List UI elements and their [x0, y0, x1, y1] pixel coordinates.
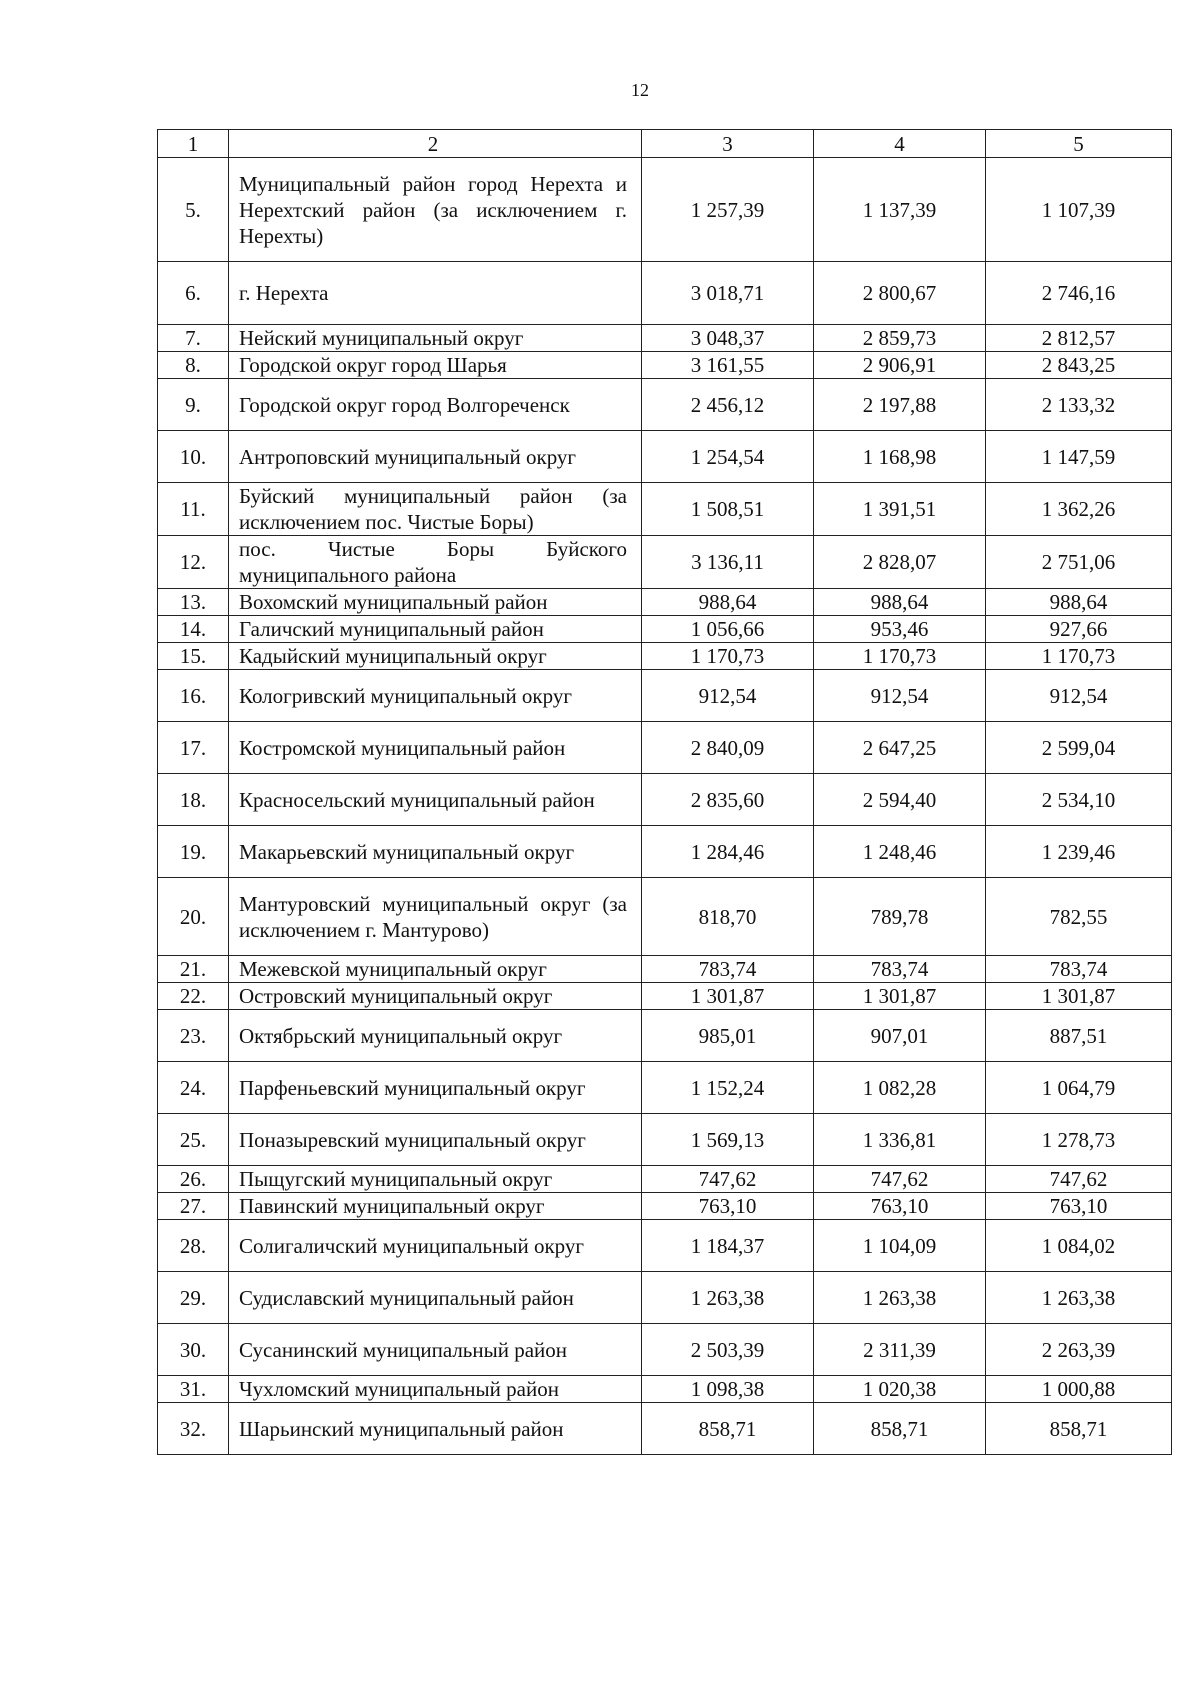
- header-cell-4: 4: [814, 130, 986, 158]
- row-number: 5.: [158, 158, 229, 262]
- row-value-col4: 907,01: [814, 1010, 986, 1062]
- row-value-col5: 887,51: [986, 1010, 1172, 1062]
- row-value-col4: 2 647,25: [814, 722, 986, 774]
- row-name: Буйский муниципальный район (за исключением пос. Чистые Боры): [229, 483, 642, 536]
- row-value-col4: 1 263,38: [814, 1272, 986, 1324]
- row-name: Кадыйский муниципальный округ: [229, 643, 642, 670]
- table-row: [158, 1062, 1172, 1114]
- row-name: Галичский муниципальный район: [229, 616, 642, 643]
- row-value-col4: 2 906,91: [814, 352, 986, 379]
- row-value-col4: 747,62: [814, 1166, 986, 1193]
- row-value-col5: 2 133,32: [986, 379, 1172, 431]
- row-number: 21.: [158, 956, 229, 983]
- row-value-col3: 783,74: [642, 956, 814, 983]
- row-value-col5: 782,55: [986, 878, 1172, 956]
- row-value-col5: 1 278,73: [986, 1114, 1172, 1166]
- row-number: 17.: [158, 722, 229, 774]
- row-value-col5: 2 746,16: [986, 262, 1172, 325]
- row-name: Антроповский муниципальный округ: [229, 431, 642, 483]
- table-row: [158, 1376, 1172, 1403]
- row-number: 31.: [158, 1376, 229, 1403]
- row-value-col4: 1 082,28: [814, 1062, 986, 1114]
- row-value-col3: 1 184,37: [642, 1220, 814, 1272]
- row-value-col4: 1 391,51: [814, 483, 986, 536]
- row-value-col3: 1 254,54: [642, 431, 814, 483]
- table-row: [158, 589, 1172, 616]
- table-row: [158, 379, 1172, 431]
- row-value-col4: 1 137,39: [814, 158, 986, 262]
- row-value-col3: 2 840,09: [642, 722, 814, 774]
- row-number: 19.: [158, 826, 229, 878]
- row-value-col4: 1 168,98: [814, 431, 986, 483]
- row-value-col4: 1 301,87: [814, 983, 986, 1010]
- row-value-col4: 912,54: [814, 670, 986, 722]
- row-value-col5: 927,66: [986, 616, 1172, 643]
- table-row: [158, 670, 1172, 722]
- row-name: Сусанинский муниципальный район: [229, 1324, 642, 1376]
- row-name: Судиславский муниципальный район: [229, 1272, 642, 1324]
- row-value-col3: 2 835,60: [642, 774, 814, 826]
- row-name: г. Нерехта: [229, 262, 642, 325]
- table-row: [158, 722, 1172, 774]
- row-name: Чухломский муниципальный район: [229, 1376, 642, 1403]
- row-value-col5: 2 843,25: [986, 352, 1172, 379]
- row-value-col4: 2 594,40: [814, 774, 986, 826]
- table-row: [158, 826, 1172, 878]
- row-value-col3: 1 098,38: [642, 1376, 814, 1403]
- table-row: [158, 643, 1172, 670]
- row-name: Костромской муниципальный район: [229, 722, 642, 774]
- row-value-col3: 3 048,37: [642, 325, 814, 352]
- table-row: [158, 878, 1172, 956]
- row-value-col4: 1 020,38: [814, 1376, 986, 1403]
- row-name: Городской округ город Шарья: [229, 352, 642, 379]
- row-value-col5: 763,10: [986, 1193, 1172, 1220]
- row-value-col3: 858,71: [642, 1403, 814, 1455]
- row-value-col3: 3 161,55: [642, 352, 814, 379]
- table-row: [158, 1193, 1172, 1220]
- row-number: 22.: [158, 983, 229, 1010]
- row-number: 32.: [158, 1403, 229, 1455]
- row-value-col4: 763,10: [814, 1193, 986, 1220]
- row-value-col5: 2 534,10: [986, 774, 1172, 826]
- row-name: Островский муниципальный округ: [229, 983, 642, 1010]
- table-row: [158, 431, 1172, 483]
- row-value-col4: 1 170,73: [814, 643, 986, 670]
- table-row: [158, 1272, 1172, 1324]
- row-value-col5: 1 084,02: [986, 1220, 1172, 1272]
- row-value-col3: 912,54: [642, 670, 814, 722]
- row-value-col4: 988,64: [814, 589, 986, 616]
- row-value-col5: 1 000,88: [986, 1376, 1172, 1403]
- row-name: Мантуровский муниципальный округ (за исключением г. Мантурово): [229, 878, 642, 956]
- row-number: 13.: [158, 589, 229, 616]
- row-number: 24.: [158, 1062, 229, 1114]
- row-value-col5: 2 599,04: [986, 722, 1172, 774]
- row-number: 6.: [158, 262, 229, 325]
- row-value-col4: 1 248,46: [814, 826, 986, 878]
- row-number: 28.: [158, 1220, 229, 1272]
- row-number: 11.: [158, 483, 229, 536]
- table-row: [158, 352, 1172, 379]
- table-body: [158, 130, 1172, 1455]
- row-value-col4: 2 197,88: [814, 379, 986, 431]
- row-value-col5: 2 751,06: [986, 536, 1172, 589]
- table-row: [158, 325, 1172, 352]
- row-value-col5: 783,74: [986, 956, 1172, 983]
- row-name: Красносельский муниципальный район: [229, 774, 642, 826]
- row-name: Пыщугский муниципальный округ: [229, 1166, 642, 1193]
- row-value-col3: 747,62: [642, 1166, 814, 1193]
- row-value-col5: 2 812,57: [986, 325, 1172, 352]
- row-value-col3: 763,10: [642, 1193, 814, 1220]
- row-value-col3: 1 257,39: [642, 158, 814, 262]
- table-row: [158, 1403, 1172, 1455]
- table-row: [158, 1220, 1172, 1272]
- row-value-col3: 818,70: [642, 878, 814, 956]
- row-name: Поназыревский муниципальный округ: [229, 1114, 642, 1166]
- row-name: Макарьевский муниципальный округ: [229, 826, 642, 878]
- row-value-col4: 2 311,39: [814, 1324, 986, 1376]
- row-value-col3: 1 301,87: [642, 983, 814, 1010]
- row-name: Межевской муниципальный округ: [229, 956, 642, 983]
- row-name: Вохомский муниципальный район: [229, 589, 642, 616]
- row-value-col3: 2 456,12: [642, 379, 814, 431]
- row-number: 23.: [158, 1010, 229, 1062]
- row-name: Парфеньевский муниципальный округ: [229, 1062, 642, 1114]
- row-number: 9.: [158, 379, 229, 431]
- page-number: 12: [631, 80, 649, 100]
- row-value-col4: 2 828,07: [814, 536, 986, 589]
- row-value-col4: 2 800,67: [814, 262, 986, 325]
- row-value-col3: 1 569,13: [642, 1114, 814, 1166]
- table-row: [158, 1324, 1172, 1376]
- row-value-col3: 1 263,38: [642, 1272, 814, 1324]
- table-row: [158, 483, 1172, 536]
- header-cell-2: 2: [229, 130, 642, 158]
- header-cell-3: 3: [642, 130, 814, 158]
- row-value-col3: 988,64: [642, 589, 814, 616]
- row-value-col5: 1 362,26: [986, 483, 1172, 536]
- row-number: 15.: [158, 643, 229, 670]
- table-row: [158, 1166, 1172, 1193]
- row-value-col5: 1 107,39: [986, 158, 1172, 262]
- row-value-col3: 1 284,46: [642, 826, 814, 878]
- row-value-col3: 1 508,51: [642, 483, 814, 536]
- row-value-col3: 3 136,11: [642, 536, 814, 589]
- row-value-col5: 1 301,87: [986, 983, 1172, 1010]
- row-name: Солигаличский муниципальный округ: [229, 1220, 642, 1272]
- row-value-col3: 3 018,71: [642, 262, 814, 325]
- row-number: 16.: [158, 670, 229, 722]
- row-number: 18.: [158, 774, 229, 826]
- row-value-col5: 1 064,79: [986, 1062, 1172, 1114]
- row-number: 14.: [158, 616, 229, 643]
- table-row: [158, 158, 1172, 262]
- row-value-col5: 1 263,38: [986, 1272, 1172, 1324]
- row-value-col4: 783,74: [814, 956, 986, 983]
- row-number: 26.: [158, 1166, 229, 1193]
- row-value-col3: 1 152,24: [642, 1062, 814, 1114]
- table-row: [158, 983, 1172, 1010]
- row-number: 25.: [158, 1114, 229, 1166]
- row-number: 8.: [158, 352, 229, 379]
- row-value-col5: 1 170,73: [986, 643, 1172, 670]
- row-value-col5: 912,54: [986, 670, 1172, 722]
- row-value-col4: 2 859,73: [814, 325, 986, 352]
- row-value-col5: 858,71: [986, 1403, 1172, 1455]
- row-number: 29.: [158, 1272, 229, 1324]
- data-table: [157, 129, 1172, 1455]
- table-header-row: [158, 130, 1172, 158]
- table-row: [158, 774, 1172, 826]
- table-row: [158, 616, 1172, 643]
- table-row: [158, 262, 1172, 325]
- row-name: Павинский муниципальный округ: [229, 1193, 642, 1220]
- table-row: [158, 956, 1172, 983]
- row-value-col5: 988,64: [986, 589, 1172, 616]
- row-number: 30.: [158, 1324, 229, 1376]
- row-number: 12.: [158, 536, 229, 589]
- row-value-col5: 2 263,39: [986, 1324, 1172, 1376]
- header-cell-5: 5: [986, 130, 1172, 158]
- header-cell-1: 1: [158, 130, 229, 158]
- row-value-col4: 789,78: [814, 878, 986, 956]
- row-value-col4: 1 336,81: [814, 1114, 986, 1166]
- table-row: [158, 1010, 1172, 1062]
- row-name: Городской округ город Волгореченск: [229, 379, 642, 431]
- row-value-col4: 1 104,09: [814, 1220, 986, 1272]
- row-number: 27.: [158, 1193, 229, 1220]
- row-value-col3: 1 170,73: [642, 643, 814, 670]
- row-name: Муниципальный район город Нерехта и Нерехтский район (за исключением г. Нерехты): [229, 158, 642, 262]
- table-row: [158, 536, 1172, 589]
- row-value-col3: 985,01: [642, 1010, 814, 1062]
- row-name: пос. Чистые Боры Буйского муниципального района: [229, 536, 642, 589]
- row-value-col5: 1 239,46: [986, 826, 1172, 878]
- row-value-col3: 2 503,39: [642, 1324, 814, 1376]
- row-name: Нейский муниципальный округ: [229, 325, 642, 352]
- row-name: Шарьинский муниципальный район: [229, 1403, 642, 1455]
- row-number: 20.: [158, 878, 229, 956]
- row-value-col5: 1 147,59: [986, 431, 1172, 483]
- row-number: 7.: [158, 325, 229, 352]
- table-row: [158, 1114, 1172, 1166]
- row-value-col4: 858,71: [814, 1403, 986, 1455]
- row-name: Октябрьский муниципальный округ: [229, 1010, 642, 1062]
- row-value-col3: 1 056,66: [642, 616, 814, 643]
- row-value-col4: 953,46: [814, 616, 986, 643]
- row-value-col5: 747,62: [986, 1166, 1172, 1193]
- row-name: Кологривский муниципальный округ: [229, 670, 642, 722]
- row-number: 10.: [158, 431, 229, 483]
